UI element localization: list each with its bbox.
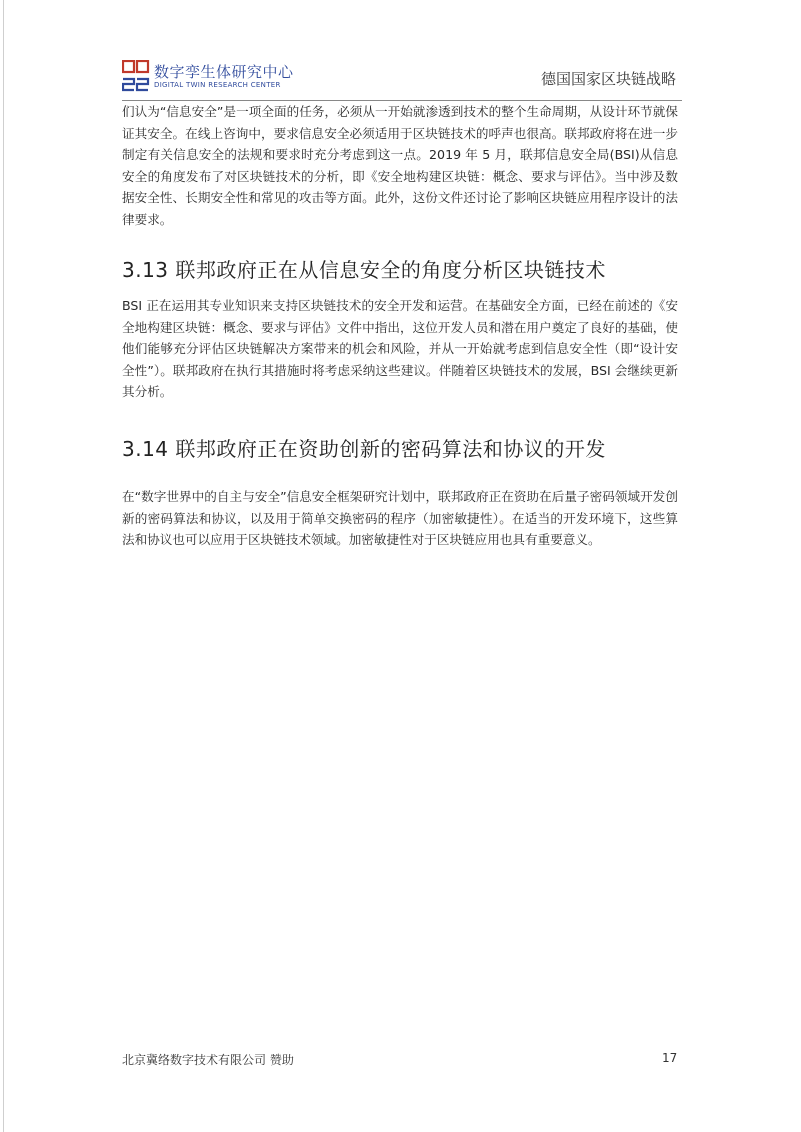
section-heading-3-14: 3.14 联邦政府正在资助创新的密码算法和协议的开发 <box>122 437 606 461</box>
logo-mark-icon <box>122 60 150 92</box>
section-heading-3-13: 3.13 联邦政府正在从信息安全的角度分析区块链技术 <box>122 258 606 282</box>
paragraph-section-3-13: BSI 正在运用其专业知识来支持区块链技术的安全开发和运营。在基础安全方面，已经在前述的《安全地构建区块链：概念、要求与评估》文件中指出，这位开发人员和潜在用户奠定了良好的基础，使他们能够充分评估区块链解决方案带来的机会和风险，并从一开始就考虑到信息安全性（即“设计安全性”）。联邦政府在执行其措施时将考虑采纳这些建议。伴随着区块链技术的发展，BSI 会继续更新其分析。 <box>122 298 678 400</box>
page-edge-line <box>3 0 4 1132</box>
logo <box>122 60 294 92</box>
document-title: 德国国家区块链战略 <box>540 70 676 88</box>
footer-sponsor: 北京冀络数字技术有限公司 赞助 <box>122 1053 294 1067</box>
logo-english-name: DIGITAL TWIN RESEARCH CENTER <box>154 80 281 89</box>
logo-chinese-name: 数字孪生体研究中心 <box>154 62 294 81</box>
paragraph-intro: 们认为“信息安全”是一项全面的任务，必须从一开始就渗透到技术的整个生命周期，从设计环节就保证其安全。在线上咨询中，要求信息安全必须适用于区块链技术的呼声也很高。联邦政府将在进一步制定有关信息安全的法规和要求时充分考虑到这一点。2019 年 5 月，联邦信息安全局(BSI)从信息安全的角度发布了对区块链技术的分析，即《安全地构建区块链：概念、要求与评估》。当中涉及数据安全性、长期安全性和常见的攻击等方面。此外，这份文件还讨论了影响区块链应用程序设计的法律要求。 <box>122 104 678 227</box>
page-number: 17 <box>662 1051 678 1065</box>
page-header <box>122 60 682 102</box>
paragraph-section-3-14: 在“数字世界中的自主与安全”信息安全框架研究计划中，联邦政府正在资助在后量子密码领域开发创新的密码算法和协议，以及用于简单交换密码的程序（加密敏捷性）。在适当的开发环境下，这些算法和协议也可以应用于区块链技术领域。加密敏捷性对于区块链应用也具有重要意义。 <box>122 489 678 548</box>
